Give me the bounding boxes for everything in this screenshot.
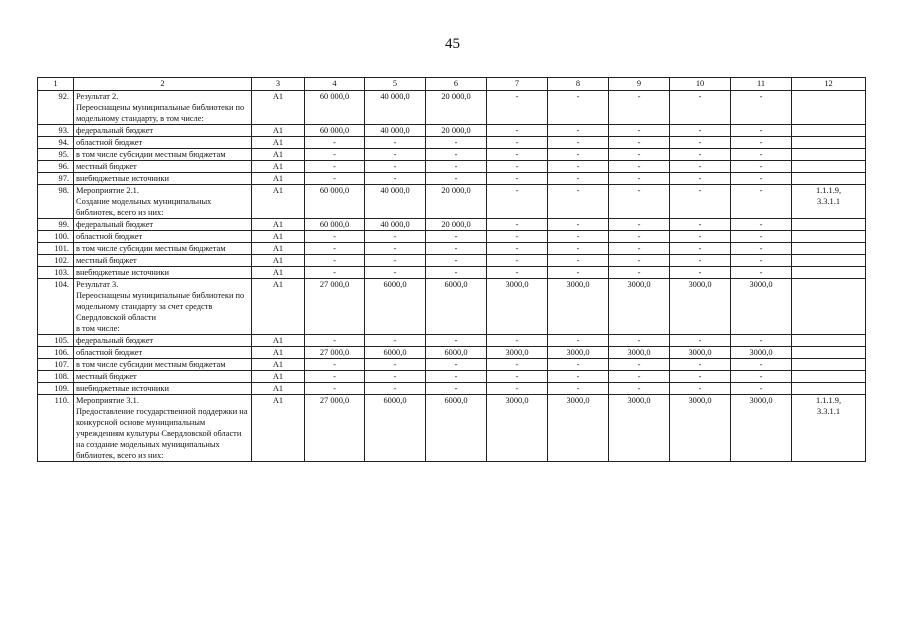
col9-value: - [609,161,670,173]
col10-value: - [670,243,731,255]
col4-value: - [305,267,365,279]
col11-value: - [731,125,792,137]
col5-value: - [365,173,426,185]
col9-value: - [609,173,670,185]
col5-value: - [365,149,426,161]
col8-value: - [548,359,609,371]
col7-value: - [487,243,548,255]
col5-value: 40 000,0 [365,91,426,125]
col11-value: - [731,359,792,371]
row-description: Мероприятие 2.1. Создание модельных муниципальных библиотек, всего из них: [74,185,252,219]
column-header-1: 1 [38,78,74,91]
col8-value: - [548,371,609,383]
row-code: А1 [252,243,305,255]
row-reference [792,173,866,185]
col8-value: - [548,91,609,125]
row-description: внебюджетные источники [74,267,252,279]
table-row [38,125,866,137]
table-body [38,78,866,462]
col9-value: - [609,231,670,243]
col5-value: 6000,0 [365,347,426,359]
col11-value: 3000,0 [731,347,792,359]
row-reference [792,347,866,359]
table-row [38,231,866,243]
row-code: А1 [252,219,305,231]
row-description: Результат 3. Переоснащены муниципальные библиотеки по модельному стандарту за счет средств Свердловской области в том числе: [74,279,252,335]
table-row [38,149,866,161]
col11-value: - [731,149,792,161]
col9-value: - [609,137,670,149]
row-reference [792,149,866,161]
row-description: федеральный бюджет [74,125,252,137]
col6-value: 6000,0 [426,347,487,359]
col8-value: - [548,243,609,255]
col4-value: - [305,243,365,255]
col4-value: - [305,371,365,383]
col9-value: - [609,243,670,255]
col6-value: - [426,267,487,279]
col7-value: 3000,0 [487,347,548,359]
col8-value: - [548,267,609,279]
col5-value: - [365,137,426,149]
col9-value: - [609,219,670,231]
col5-value: - [365,359,426,371]
col6-value: 20 000,0 [426,125,487,137]
row-code: А1 [252,149,305,161]
col11-value: - [731,185,792,219]
col4-value: 60 000,0 [305,125,365,137]
col4-value: - [305,149,365,161]
row-number: 98. [38,185,74,219]
col7-value: - [487,371,548,383]
col11-value: - [731,161,792,173]
row-description: внебюджетные источники [74,383,252,395]
col8-value: 3000,0 [548,395,609,462]
col11-value: - [731,173,792,185]
row-reference [792,279,866,335]
column-header-6: 6 [426,78,487,91]
table-row [38,185,866,219]
row-code: А1 [252,279,305,335]
col9-value: - [609,371,670,383]
table-row [38,173,866,185]
col10-value: - [670,161,731,173]
row-description: местный бюджет [74,161,252,173]
col9-value: - [609,125,670,137]
table-row [38,371,866,383]
col11-value: - [731,91,792,125]
col10-value: 3000,0 [670,347,731,359]
col9-value: - [609,255,670,267]
col4-value: - [305,255,365,267]
row-number: 100. [38,231,74,243]
col4-value: - [305,335,365,347]
row-number: 94. [38,137,74,149]
col9-value: - [609,267,670,279]
row-code: А1 [252,125,305,137]
col5-value: - [365,335,426,347]
col11-value: - [731,371,792,383]
col10-value: - [670,383,731,395]
col5-value: 40 000,0 [365,219,426,231]
row-number: 99. [38,219,74,231]
col6-value: - [426,359,487,371]
row-reference [792,137,866,149]
row-number: 106. [38,347,74,359]
col10-value: - [670,267,731,279]
row-number: 110. [38,395,74,462]
col6-value: 6000,0 [426,279,487,335]
row-reference [792,383,866,395]
col7-value: - [487,267,548,279]
col8-value: - [548,383,609,395]
row-reference [792,161,866,173]
col6-value: - [426,335,487,347]
row-reference [792,359,866,371]
col11-value: 3000,0 [731,395,792,462]
row-number: 103. [38,267,74,279]
col4-value: 60 000,0 [305,219,365,231]
row-number: 97. [38,173,74,185]
col11-value: 3000,0 [731,279,792,335]
row-code: А1 [252,173,305,185]
table-row [38,255,866,267]
col4-value: 60 000,0 [305,91,365,125]
table-row [38,219,866,231]
row-code: А1 [252,383,305,395]
col10-value: - [670,91,731,125]
row-number: 109. [38,383,74,395]
col8-value: - [548,173,609,185]
col7-value: - [487,125,548,137]
col7-value: - [487,219,548,231]
col7-value: - [487,231,548,243]
col6-value: - [426,149,487,161]
row-description: областной бюджет [74,137,252,149]
row-description: федеральный бюджет [74,335,252,347]
column-header-7: 7 [487,78,548,91]
col5-value: - [365,243,426,255]
col11-value: - [731,231,792,243]
col9-value: - [609,149,670,161]
row-number: 104. [38,279,74,335]
col11-value: - [731,383,792,395]
col8-value: - [548,137,609,149]
col6-value: - [426,371,487,383]
row-code: А1 [252,395,305,462]
col6-value: - [426,161,487,173]
col9-value: 3000,0 [609,347,670,359]
col6-value: - [426,255,487,267]
col8-value: - [548,335,609,347]
row-reference [792,91,866,125]
col5-value: - [365,383,426,395]
row-code: А1 [252,267,305,279]
col4-value: 60 000,0 [305,185,365,219]
table-row [38,91,866,125]
row-description: в том числе субсидии местным бюджетам [74,359,252,371]
column-header-3: 3 [252,78,305,91]
table-row [38,359,866,371]
row-code: А1 [252,185,305,219]
col7-value: - [487,359,548,371]
row-code: А1 [252,137,305,149]
row-description: Результат 2. Переоснащены муниципальные библиотеки по модельному стандарту, в том числе: [74,91,252,125]
col9-value: - [609,91,670,125]
table-row [38,279,866,335]
col6-value: - [426,231,487,243]
row-description: областной бюджет [74,231,252,243]
col10-value: - [670,371,731,383]
col4-value: 27 000,0 [305,347,365,359]
col10-value: - [670,231,731,243]
col9-value: - [609,383,670,395]
col10-value: - [670,173,731,185]
col10-value: - [670,185,731,219]
row-code: А1 [252,91,305,125]
col8-value: - [548,149,609,161]
col7-value: - [487,255,548,267]
col8-value: - [548,125,609,137]
col5-value: - [365,267,426,279]
col5-value: 6000,0 [365,279,426,335]
col10-value: 3000,0 [670,279,731,335]
column-header-9: 9 [609,78,670,91]
col8-value: - [548,255,609,267]
col4-value: - [305,161,365,173]
col6-value: 20 000,0 [426,185,487,219]
row-code: А1 [252,231,305,243]
row-description: местный бюджет [74,255,252,267]
col9-value: 3000,0 [609,279,670,335]
col10-value: - [670,137,731,149]
column-header-11: 11 [731,78,792,91]
row-number: 105. [38,335,74,347]
col8-value: 3000,0 [548,347,609,359]
col7-value: - [487,173,548,185]
col10-value: - [670,219,731,231]
row-code: А1 [252,359,305,371]
col7-value: - [487,149,548,161]
row-reference [792,219,866,231]
table-row [38,347,866,359]
col7-value: 3000,0 [487,395,548,462]
col6-value: - [426,173,487,185]
col6-value: - [426,137,487,149]
col11-value: - [731,255,792,267]
row-reference [792,125,866,137]
table-row [38,161,866,173]
col8-value: - [548,161,609,173]
row-number: 101. [38,243,74,255]
col7-value: - [487,185,548,219]
col7-value: - [487,137,548,149]
col11-value: - [731,137,792,149]
col7-value: - [487,161,548,173]
col11-value: - [731,219,792,231]
col5-value: 6000,0 [365,395,426,462]
col4-value: - [305,137,365,149]
row-code: А1 [252,161,305,173]
col7-value: 3000,0 [487,279,548,335]
col7-value: - [487,91,548,125]
column-header-8: 8 [548,78,609,91]
col4-value: - [305,359,365,371]
column-header-5: 5 [365,78,426,91]
col4-value: - [305,231,365,243]
row-description: в том числе субсидии местным бюджетам [74,243,252,255]
table-row [38,335,866,347]
column-header-12: 12 [792,78,866,91]
col4-value: - [305,173,365,185]
row-number: 108. [38,371,74,383]
row-reference: 1.1.1.9, 3.3.1.1 [792,185,866,219]
header-row [38,78,866,91]
row-reference [792,267,866,279]
col11-value: - [731,243,792,255]
row-description: местный бюджет [74,371,252,383]
col4-value: - [305,383,365,395]
row-description: Мероприятие 3.1. Предоставление государственной поддержки на конкурсной основе муниципальным учреждениям культуры Свердловской области на создание модельных муниципальных библиотек, всего из них: [74,395,252,462]
row-number: 107. [38,359,74,371]
col6-value: 20 000,0 [426,91,487,125]
col8-value: - [548,185,609,219]
col7-value: - [487,383,548,395]
col11-value: - [731,335,792,347]
table-row [38,243,866,255]
table-row [38,137,866,149]
row-description: внебюджетные источники [74,173,252,185]
col6-value: - [426,243,487,255]
col4-value: 27 000,0 [305,395,365,462]
row-code: А1 [252,347,305,359]
row-number: 92. [38,91,74,125]
col8-value: - [548,231,609,243]
col8-value: - [548,219,609,231]
col5-value: - [365,161,426,173]
row-number: 93. [38,125,74,137]
row-reference [792,371,866,383]
row-reference [792,255,866,267]
col9-value: - [609,359,670,371]
row-description: в том числе субсидии местным бюджетам [74,149,252,161]
page-number: 45 [445,36,460,52]
col9-value: 3000,0 [609,395,670,462]
col7-value: - [487,335,548,347]
col5-value: 40 000,0 [365,185,426,219]
col6-value: 6000,0 [426,395,487,462]
row-description: областной бюджет [74,347,252,359]
col6-value: - [426,383,487,395]
column-header-2: 2 [74,78,252,91]
row-code: А1 [252,335,305,347]
table-row [38,395,866,462]
col5-value: 40 000,0 [365,125,426,137]
table-row [38,267,866,279]
col6-value: 20 000,0 [426,219,487,231]
row-code: А1 [252,255,305,267]
col9-value: - [609,185,670,219]
row-number: 102. [38,255,74,267]
col10-value: - [670,149,731,161]
col8-value: 3000,0 [548,279,609,335]
col11-value: - [731,267,792,279]
col10-value: 3000,0 [670,395,731,462]
column-header-10: 10 [670,78,731,91]
col5-value: - [365,255,426,267]
col5-value: - [365,231,426,243]
row-reference [792,231,866,243]
budget-table [37,77,866,462]
row-reference [792,243,866,255]
row-number: 96. [38,161,74,173]
col5-value: - [365,371,426,383]
column-header-4: 4 [305,78,365,91]
col10-value: - [670,359,731,371]
row-reference: 1.1.1.9, 3.3.1.1 [792,395,866,462]
row-number: 95. [38,149,74,161]
row-reference [792,335,866,347]
table-row [38,383,866,395]
row-description: федеральный бюджет [74,219,252,231]
col10-value: - [670,125,731,137]
row-code: А1 [252,371,305,383]
col9-value: - [609,335,670,347]
col10-value: - [670,335,731,347]
col10-value: - [670,255,731,267]
col4-value: 27 000,0 [305,279,365,335]
